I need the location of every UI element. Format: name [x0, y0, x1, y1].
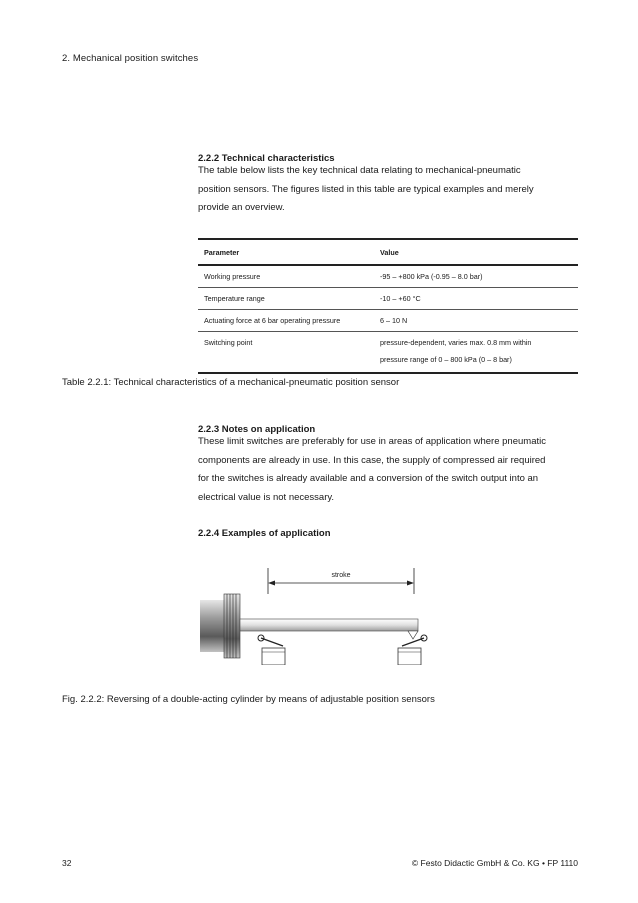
- copyright-notice: © Festo Didactic GmbH & Co. KG • FP 1110: [411, 858, 578, 868]
- position-switch-right: [398, 635, 427, 665]
- paragraph-line: position sensors. The figures listed in this table are typical examples and merely: [198, 183, 534, 195]
- cylinder-diagram: [195, 560, 445, 665]
- section-paragraph: [198, 162, 578, 218]
- table-cell-parameter: Working pressure: [198, 265, 374, 288]
- paragraph-line: provide an overview.: [198, 202, 285, 213]
- table-cell-parameter: Actuating force at 6 bar operating pressure: [198, 310, 374, 332]
- page-number: 32: [62, 858, 72, 868]
- section-heading-technical-characteristics: 2.2.2 Technical characteristics: [198, 153, 335, 164]
- cell-line: pressure-dependent, varies max. 0.8 mm within: [380, 338, 532, 347]
- section-paragraph: [198, 433, 578, 507]
- cylinder-body: [200, 594, 240, 658]
- table-cell-parameter: Temperature range: [198, 288, 374, 310]
- paragraph-line: The table below lists the key technical data relating to mechanical-pneumatic: [198, 165, 521, 176]
- cell-line: pressure range of 0 – 800 kPa (0 – 8 bar): [380, 355, 512, 364]
- technical-data-table: [198, 238, 578, 374]
- table-cell-value: 6 – 10 N: [374, 310, 578, 332]
- section-heading-examples-of-application: 2.2.4 Examples of application: [198, 528, 331, 539]
- rod-cam: [408, 631, 418, 639]
- figure-caption: Fig. 2.2.2: Reversing of a double-acting cylinder by means of adjustable position sensors: [62, 694, 435, 705]
- paragraph-line: electrical value is not necessary.: [198, 491, 335, 503]
- table-cell-value: -95 – +800 kPa (-0.95 – 8.0 bar): [374, 265, 578, 288]
- table-row: [198, 288, 578, 310]
- stroke-label: stroke: [331, 572, 351, 579]
- stroke-dimension: [268, 568, 414, 594]
- table-cell-parameter: Switching point: [198, 332, 374, 374]
- position-switch-left: [258, 635, 285, 665]
- column-header-value: Value: [374, 239, 578, 265]
- table-cell-value: -10 – +60 °C: [374, 288, 578, 310]
- paragraph-line: components are already in use. In this case, the supply of compressed air required: [198, 454, 546, 466]
- running-header: 2. Mechanical position switches: [62, 53, 199, 64]
- paragraph-line: These limit switches are preferably for use in areas of application where pneumatic: [198, 436, 546, 447]
- table-row: [198, 332, 578, 374]
- table-cell-value: [374, 332, 578, 374]
- table-caption: Table 2.2.1: Technical characteristics of a mechanical-pneumatic position sensor: [62, 377, 400, 388]
- table-row: [198, 265, 578, 288]
- table-header-row: [198, 239, 578, 265]
- section-heading-notes-on-application: 2.2.3 Notes on application: [198, 424, 316, 435]
- paragraph-line: for the switches is already available and a conversion of the switch output into an: [198, 473, 539, 484]
- table-row: [198, 310, 578, 332]
- column-header-parameter: Parameter: [198, 239, 374, 265]
- piston-rod: [240, 619, 418, 631]
